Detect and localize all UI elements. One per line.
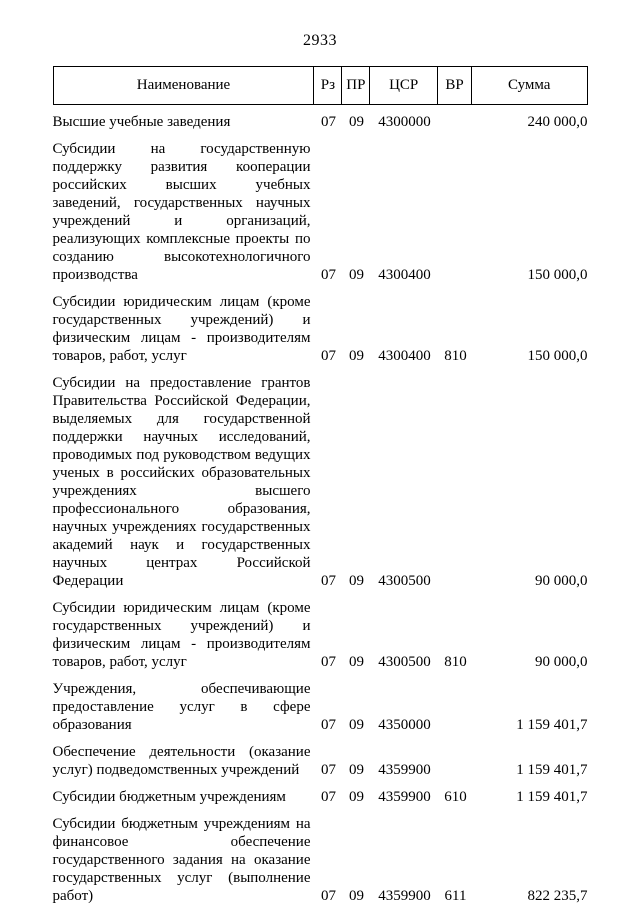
row-sum: 90 000,0: [535, 573, 588, 589]
table-row: [53, 293, 588, 365]
row-rz: 07: [321, 573, 336, 589]
row-vr: 810: [444, 348, 467, 364]
row-sum: 90 000,0: [535, 654, 588, 670]
table-body: [53, 105, 588, 905]
table-row: [53, 599, 588, 671]
row-sum: 150 000,0: [527, 348, 588, 364]
row-sum: 1 159 401,7: [516, 717, 588, 733]
row-sum: 150 000,0: [527, 267, 588, 283]
row-name: Субсидии юридическим лицам (кроме государственных учреждений) и физическим лицам - производителям товаров, работ, услуг: [52, 600, 311, 670]
row-csr: 4359900: [378, 888, 431, 904]
row-csr: 4359900: [378, 789, 431, 805]
table-row: [53, 788, 588, 806]
table-row: [53, 815, 588, 905]
row-pr: 09: [349, 114, 364, 130]
row-csr: 4300000: [378, 114, 431, 130]
row-sum: 1 159 401,7: [516, 789, 588, 805]
row-pr: 09: [349, 573, 364, 589]
row-name: Обеспечение деятельности (оказание услуг) подведомственных учреждений: [52, 744, 311, 778]
page-number: 2933: [303, 32, 337, 49]
row-vr: 810: [444, 654, 467, 670]
row-pr: 09: [349, 348, 364, 364]
row-rz: 07: [321, 717, 336, 733]
row-name: Субсидии бюджетным учреждениям: [52, 789, 286, 805]
row-pr: 09: [349, 789, 364, 805]
row-sum: 240 000,0: [527, 114, 588, 130]
row-csr: 4300500: [378, 573, 431, 589]
row-name: Субсидии на государственную поддержку развития кооперации российских высших учебных заведений, государственных научных учреждений и организаций, реализующих комплексные проекты по созданию высокотехнологичного производства: [52, 141, 311, 283]
row-sum: 1 159 401,7: [516, 762, 588, 778]
row-csr: 4350000: [378, 717, 431, 733]
row-rz: 07: [321, 267, 336, 283]
row-pr: 09: [349, 888, 364, 904]
row-pr: 09: [349, 717, 364, 733]
row-name: Высшие учебные заведения: [52, 114, 231, 130]
budget-table: [53, 66, 588, 905]
col-header-name: Наименование: [54, 67, 315, 104]
row-name: Учреждения, обеспечивающие предоставление услуг в сфере образования: [52, 681, 311, 733]
table-row: [53, 743, 588, 779]
row-csr: 4300400: [378, 348, 431, 364]
row-name: Субсидии бюджетным учреждениям на финансовое обеспечение государственного задания на оказание государственных услуг (выполнение работ): [52, 816, 311, 904]
row-rz: 07: [321, 654, 336, 670]
table-header-row: [53, 66, 588, 105]
row-csr: 4300400: [378, 267, 431, 283]
table-row: [53, 680, 588, 734]
row-vr: 611: [444, 888, 467, 904]
col-header-pr: ПР: [342, 67, 370, 104]
col-header-vr: ВР: [438, 67, 472, 104]
row-rz: 07: [321, 762, 336, 778]
table-row: [53, 374, 588, 590]
row-rz: 07: [321, 888, 336, 904]
row-rz: 07: [321, 789, 336, 805]
table-row: [53, 140, 588, 284]
row-csr: 4359900: [378, 762, 431, 778]
row-sum: 822 235,7: [527, 888, 588, 904]
col-header-csr: ЦСР: [370, 67, 438, 104]
row-pr: 09: [349, 654, 364, 670]
table-row: [53, 113, 588, 131]
col-header-rz: Рз: [314, 67, 342, 104]
row-vr: 610: [444, 789, 467, 805]
row-name: Субсидии на предоставление грантов Правительства Российской Федерации, выделяемых для государственной поддержки научных исследований, проводимых под руководством ведущих ученых в российских образовательных учреждениях высшего профессионального образования, научных учреждениях государственных академий наук и государственных научных центрах Российской Федерации: [52, 375, 311, 589]
row-pr: 09: [349, 267, 364, 283]
row-pr: 09: [349, 762, 364, 778]
col-header-sum: Сумма: [507, 77, 551, 93]
row-csr: 4300500: [378, 654, 431, 670]
row-name: Субсидии юридическим лицам (кроме государственных учреждений) и физическим лицам - производителям товаров, работ, услуг: [52, 294, 311, 364]
row-rz: 07: [321, 114, 336, 130]
row-rz: 07: [321, 348, 336, 364]
